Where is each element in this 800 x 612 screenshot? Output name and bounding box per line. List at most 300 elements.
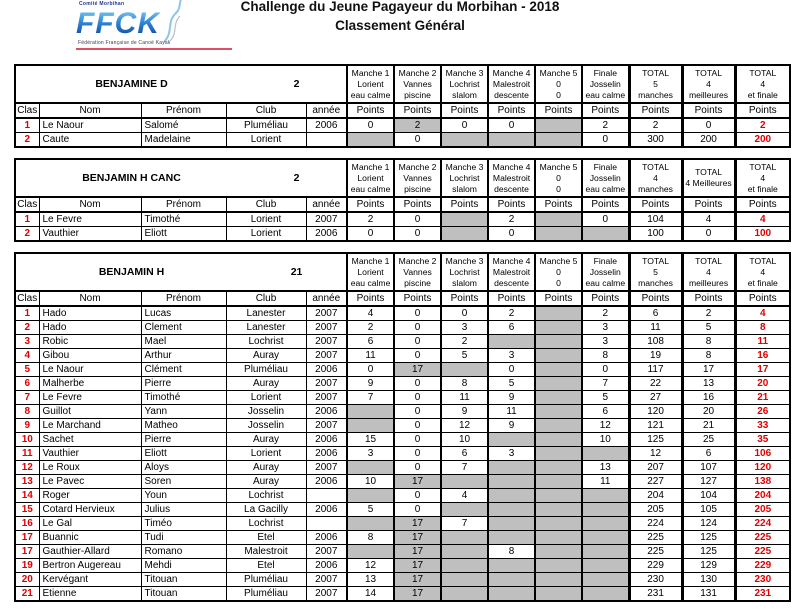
- points-cell: 10: [347, 475, 394, 489]
- points-cell: 11: [582, 475, 629, 489]
- points-cell: [535, 545, 582, 559]
- header-line: Josselin: [589, 266, 621, 277]
- table-row: [15, 349, 790, 363]
- header-line: 5: [653, 78, 658, 89]
- points-header: Points: [394, 291, 441, 306]
- points-cell: [441, 227, 488, 242]
- column-header-club: Club: [226, 103, 306, 118]
- points-cell: 7: [582, 377, 629, 391]
- total-points-cell: 106: [735, 447, 790, 461]
- header-line: TOTAL: [642, 255, 669, 266]
- club-cell: Auray: [226, 461, 306, 475]
- year-cell: 2007: [306, 306, 347, 321]
- year-cell: 2006: [306, 475, 347, 489]
- total-points-cell: 204: [629, 489, 682, 503]
- total-column-header: [735, 65, 790, 103]
- total-points-cell: 225: [629, 531, 682, 545]
- total-points-cell: 229: [629, 559, 682, 573]
- points-cell: 17: [394, 587, 441, 602]
- logo-federation-text: Fédération Française de Canoë Kayak: [78, 40, 171, 46]
- event-column-header: [394, 253, 441, 291]
- column-header-prenom: Prénom: [141, 197, 226, 212]
- points-cell: [535, 306, 582, 321]
- header-line: Malestroit: [492, 78, 531, 89]
- name-cell: Vauthier: [39, 227, 141, 242]
- points-header: Points: [347, 197, 394, 212]
- points-cell: [535, 419, 582, 433]
- table-row: [15, 461, 790, 475]
- total-points-cell: 117: [629, 363, 682, 377]
- total-points-cell: 11: [735, 335, 790, 349]
- year-cell: 2007: [306, 321, 347, 335]
- table-row: [15, 489, 790, 503]
- points-cell: 0: [582, 133, 629, 148]
- points-cell: 0: [394, 405, 441, 419]
- header-line: descente: [494, 183, 529, 194]
- points-cell: [535, 461, 582, 475]
- header-line: piscine: [404, 277, 431, 288]
- points-cell: 15: [347, 433, 394, 447]
- points-header: Points: [347, 103, 394, 118]
- points-cell: [535, 433, 582, 447]
- club-cell: Lanester: [226, 321, 306, 335]
- points-cell: 7: [441, 461, 488, 475]
- firstname-cell: Soren: [141, 475, 226, 489]
- column-header-club: Club: [226, 291, 306, 306]
- column-header-annee: année: [306, 291, 347, 306]
- points-cell: 2: [488, 306, 535, 321]
- total-points-cell: 225: [629, 545, 682, 559]
- points-cell: 9: [488, 391, 535, 405]
- club-cell: Pluméliau: [226, 363, 306, 377]
- table-row: [15, 212, 790, 227]
- points-header: Points: [629, 197, 682, 212]
- total-points-cell: 125: [682, 545, 735, 559]
- header-line: Vannes: [403, 78, 432, 89]
- points-cell: [582, 531, 629, 545]
- total-points-cell: 120: [629, 405, 682, 419]
- header-line: piscine: [404, 183, 431, 194]
- points-cell: [347, 517, 394, 531]
- points-cell: 8: [441, 377, 488, 391]
- total-column-header: [629, 253, 682, 291]
- firstname-cell: Mehdi: [141, 559, 226, 573]
- points-cell: 5: [347, 503, 394, 517]
- year-cell: 2007: [306, 377, 347, 391]
- category-count: 2: [293, 77, 300, 90]
- firstname-cell: Yann: [141, 405, 226, 419]
- results-table: [14, 252, 791, 602]
- event-column-header: [441, 159, 488, 197]
- total-points-cell: 100: [735, 227, 790, 242]
- header-line: descente: [494, 89, 529, 100]
- club-cell: Lorient: [226, 212, 306, 227]
- points-cell: [441, 587, 488, 602]
- points-cell: 2: [488, 212, 535, 227]
- year-cell: 2006: [306, 503, 347, 517]
- rank-cell: 7: [15, 391, 39, 405]
- points-cell: 14: [347, 587, 394, 602]
- points-cell: 5: [582, 391, 629, 405]
- points-cell: [441, 475, 488, 489]
- header-line: Lochrist: [449, 78, 480, 89]
- event-column-header: [582, 159, 629, 197]
- club-cell: Lorient: [226, 227, 306, 242]
- name-cell: Hado: [39, 306, 141, 321]
- firstname-cell: Timothé: [141, 212, 226, 227]
- rank-cell: 16: [15, 517, 39, 531]
- points-cell: 3: [488, 447, 535, 461]
- points-cell: 0: [394, 461, 441, 475]
- points-cell: 2: [582, 306, 629, 321]
- name-cell: Roger: [39, 489, 141, 503]
- points-cell: 10: [441, 433, 488, 447]
- total-points-cell: 225: [735, 545, 790, 559]
- points-header: Points: [682, 103, 735, 118]
- points-cell: 3: [347, 447, 394, 461]
- points-cell: [535, 489, 582, 503]
- club-cell: Lorient: [226, 133, 306, 148]
- total-points-cell: 125: [629, 433, 682, 447]
- points-cell: [535, 503, 582, 517]
- page-title-line1: Challenge du Jeune Pagayeur du Morbihan - 2018: [240, 0, 560, 14]
- total-points-cell: 200: [735, 133, 790, 148]
- points-cell: 17: [394, 531, 441, 545]
- total-points-cell: 230: [735, 573, 790, 587]
- points-cell: 0: [347, 118, 394, 133]
- points-cell: [535, 212, 582, 227]
- header-line: Lochrist: [449, 266, 480, 277]
- points-header: Points: [735, 103, 790, 118]
- event-column-header: [394, 159, 441, 197]
- points-cell: 12: [582, 419, 629, 433]
- header-line: et finale: [747, 89, 778, 100]
- rank-cell: 17: [15, 545, 39, 559]
- year-cell: 2007: [306, 335, 347, 349]
- points-cell: [488, 335, 535, 349]
- points-header: Points: [629, 103, 682, 118]
- total-points-cell: 20: [682, 405, 735, 419]
- header-line: 4: [653, 172, 658, 183]
- header-line: Manche 3: [445, 161, 484, 172]
- header-line: 0: [556, 78, 561, 89]
- firstname-cell: Salomé: [141, 118, 226, 133]
- event-column-header: [441, 65, 488, 103]
- points-cell: [488, 461, 535, 475]
- points-cell: [535, 363, 582, 377]
- event-column-header: [347, 65, 394, 103]
- points-cell: 0: [441, 118, 488, 133]
- year-cell: 2006: [306, 531, 347, 545]
- category-label: BENJAMIN H: [98, 265, 165, 278]
- points-cell: [488, 531, 535, 545]
- points-header: Points: [629, 291, 682, 306]
- points-cell: 8: [582, 349, 629, 363]
- header-line: Manche 4: [492, 161, 531, 172]
- total-points-cell: 4: [682, 212, 735, 227]
- rank-cell: 2: [15, 321, 39, 335]
- header-line: Lorient: [357, 172, 384, 183]
- rank-cell: 4: [15, 349, 39, 363]
- points-cell: [441, 573, 488, 587]
- firstname-cell: Timéo: [141, 517, 226, 531]
- points-cell: 17: [394, 363, 441, 377]
- header-line: 5: [653, 266, 658, 277]
- header-line: descente: [494, 277, 529, 288]
- total-points-cell: 129: [682, 559, 735, 573]
- event-column-header: [582, 65, 629, 103]
- column-header-prenom: Prénom: [141, 103, 226, 118]
- table-row: [15, 306, 790, 321]
- header-line: eau calme: [585, 277, 626, 288]
- header-line: meilleures: [688, 89, 729, 100]
- points-cell: [535, 391, 582, 405]
- points-cell: 9: [347, 377, 394, 391]
- name-cell: Sachet: [39, 433, 141, 447]
- club-cell: Auray: [226, 349, 306, 363]
- points-cell: [488, 475, 535, 489]
- points-cell: [488, 517, 535, 531]
- header-line: 0: [556, 183, 561, 194]
- column-header-annee: année: [306, 197, 347, 212]
- total-points-cell: 8: [682, 335, 735, 349]
- points-header: Points: [394, 197, 441, 212]
- points-cell: [582, 573, 629, 587]
- total-points-cell: 27: [629, 391, 682, 405]
- points-cell: [441, 133, 488, 148]
- header-line: Manche 1: [351, 161, 390, 172]
- points-cell: [535, 118, 582, 133]
- total-points-cell: 16: [735, 349, 790, 363]
- points-cell: 12: [441, 419, 488, 433]
- firstname-cell: Timothé: [141, 391, 226, 405]
- total-points-cell: 204: [735, 489, 790, 503]
- total-points-cell: 225: [735, 531, 790, 545]
- points-cell: [441, 545, 488, 559]
- points-cell: 11: [441, 391, 488, 405]
- points-cell: [347, 489, 394, 503]
- results-table: [14, 64, 791, 148]
- year-cell: [306, 489, 347, 503]
- category-label: BENJAMIN H CANC: [82, 171, 181, 184]
- total-points-cell: 21: [682, 419, 735, 433]
- club-cell: Auray: [226, 475, 306, 489]
- header-line: 0: [556, 172, 561, 183]
- header-line: Manche 4: [492, 255, 531, 266]
- firstname-cell: Lucas: [141, 306, 226, 321]
- total-points-cell: 21: [735, 391, 790, 405]
- results-table: [14, 158, 791, 242]
- event-column-header: [394, 65, 441, 103]
- points-cell: 0: [394, 133, 441, 148]
- name-cell: Kervégant: [39, 573, 141, 587]
- total-points-cell: 17: [682, 363, 735, 377]
- name-cell: Le Naour: [39, 363, 141, 377]
- points-cell: 0: [394, 212, 441, 227]
- name-cell: Malherbe: [39, 377, 141, 391]
- event-column-header: [535, 65, 582, 103]
- points-cell: 5: [488, 377, 535, 391]
- header-line: Manche 4: [492, 67, 531, 78]
- name-cell: Le Roux: [39, 461, 141, 475]
- header-line: Manche 2: [398, 161, 437, 172]
- points-header: Points: [441, 103, 488, 118]
- points-cell: 2: [441, 335, 488, 349]
- table-row: [15, 133, 790, 148]
- header-line: Manche 5: [539, 255, 578, 266]
- total-column-header: [682, 65, 735, 103]
- total-points-cell: 127: [682, 475, 735, 489]
- points-cell: [535, 335, 582, 349]
- header-line: Lorient: [357, 266, 384, 277]
- table-row: [15, 587, 790, 602]
- header-line: TOTAL: [695, 67, 722, 78]
- total-points-cell: 0: [682, 118, 735, 133]
- name-cell: Robic: [39, 335, 141, 349]
- points-cell: [535, 133, 582, 148]
- column-header-nom: Nom: [39, 291, 141, 306]
- points-cell: [441, 363, 488, 377]
- header-line: 0: [556, 277, 561, 288]
- category-flex: [16, 78, 346, 91]
- header-line: et finale: [747, 183, 778, 194]
- column-header-clas: Clas: [15, 197, 39, 212]
- points-cell: 17: [394, 475, 441, 489]
- points-header: Points: [488, 197, 535, 212]
- points-header: Points: [535, 291, 582, 306]
- points-header: Points: [582, 291, 629, 306]
- firstname-cell: Eliott: [141, 447, 226, 461]
- points-cell: 0: [582, 363, 629, 377]
- total-points-cell: 2: [735, 118, 790, 133]
- table-row: [15, 391, 790, 405]
- rank-cell: 8: [15, 405, 39, 419]
- year-cell: 2006: [306, 363, 347, 377]
- table-row: [15, 503, 790, 517]
- rank-cell: 19: [15, 559, 39, 573]
- total-points-cell: 205: [629, 503, 682, 517]
- rank-cell: 9: [15, 419, 39, 433]
- total-column-header: [682, 253, 735, 291]
- total-points-cell: 130: [682, 573, 735, 587]
- points-cell: 11: [488, 405, 535, 419]
- total-points-cell: 2: [682, 306, 735, 321]
- header-line: TOTAL: [642, 67, 669, 78]
- total-points-cell: 17: [735, 363, 790, 377]
- total-points-cell: 104: [629, 212, 682, 227]
- header-line: Manche 1: [351, 67, 390, 78]
- header-line: Malestroit: [492, 172, 531, 183]
- total-points-cell: 224: [629, 517, 682, 531]
- points-cell: 0: [394, 349, 441, 363]
- rank-cell: 2: [15, 227, 39, 242]
- points-cell: [582, 559, 629, 573]
- points-cell: 0: [394, 391, 441, 405]
- name-cell: Buannic: [39, 531, 141, 545]
- total-column-header: [629, 159, 682, 197]
- points-cell: 0: [394, 306, 441, 321]
- total-points-cell: 107: [682, 461, 735, 475]
- points-cell: 3: [582, 321, 629, 335]
- club-cell: Lorient: [226, 447, 306, 461]
- category-count: 21: [290, 265, 303, 278]
- points-header: Points: [347, 291, 394, 306]
- header-line: 4: [706, 266, 711, 277]
- name-cell: Le Marchand: [39, 419, 141, 433]
- points-cell: 0: [394, 227, 441, 242]
- event-column-header: [441, 253, 488, 291]
- header-line: Manche 3: [445, 255, 484, 266]
- firstname-cell: Mael: [141, 335, 226, 349]
- event-column-header: [347, 159, 394, 197]
- table-row: [15, 321, 790, 335]
- total-points-cell: 138: [735, 475, 790, 489]
- points-cell: [582, 489, 629, 503]
- table-row: [15, 363, 790, 377]
- points-cell: [488, 489, 535, 503]
- year-cell: 2007: [306, 419, 347, 433]
- points-cell: 17: [394, 559, 441, 573]
- total-column-header: [682, 159, 735, 197]
- header-line: slalom: [452, 183, 477, 194]
- total-points-cell: 6: [629, 306, 682, 321]
- points-cell: [488, 503, 535, 517]
- points-cell: 17: [394, 545, 441, 559]
- header-line: 4: [706, 78, 711, 89]
- total-points-cell: 121: [629, 419, 682, 433]
- year-cell: 2006: [306, 118, 347, 133]
- total-column-header: [629, 65, 682, 103]
- rank-cell: 12: [15, 461, 39, 475]
- points-header: Points: [582, 197, 629, 212]
- points-header: Points: [488, 291, 535, 306]
- header-line: eau calme: [350, 277, 391, 288]
- name-cell: Le Naour: [39, 118, 141, 133]
- points-cell: 0: [347, 227, 394, 242]
- total-points-cell: 227: [629, 475, 682, 489]
- firstname-cell: Pierre: [141, 433, 226, 447]
- table-row: [15, 545, 790, 559]
- club-cell: Etel: [226, 559, 306, 573]
- total-points-cell: 13: [682, 377, 735, 391]
- name-cell: Gibou: [39, 349, 141, 363]
- name-cell: Vauthier: [39, 447, 141, 461]
- total-points-cell: 105: [682, 503, 735, 517]
- rank-cell: 17: [15, 531, 39, 545]
- points-cell: [535, 405, 582, 419]
- firstname-cell: Eliott: [141, 227, 226, 242]
- points-cell: [441, 559, 488, 573]
- points-cell: 2: [347, 212, 394, 227]
- column-header-nom: Nom: [39, 103, 141, 118]
- total-points-cell: 124: [682, 517, 735, 531]
- year-cell: 2007: [306, 587, 347, 602]
- table-row: [15, 573, 790, 587]
- rank-cell: 2: [15, 133, 39, 148]
- total-points-cell: 33: [735, 419, 790, 433]
- header-line: Lochrist: [449, 172, 480, 183]
- points-header: Points: [582, 103, 629, 118]
- points-cell: 0: [394, 419, 441, 433]
- points-cell: 6: [488, 321, 535, 335]
- category-label: BENJAMINE D: [95, 77, 168, 90]
- year-cell: 2007: [306, 461, 347, 475]
- table-row: [15, 377, 790, 391]
- header-line: Manche 5: [539, 67, 578, 78]
- points-cell: 0: [394, 321, 441, 335]
- points-cell: [535, 475, 582, 489]
- points-header: Points: [682, 291, 735, 306]
